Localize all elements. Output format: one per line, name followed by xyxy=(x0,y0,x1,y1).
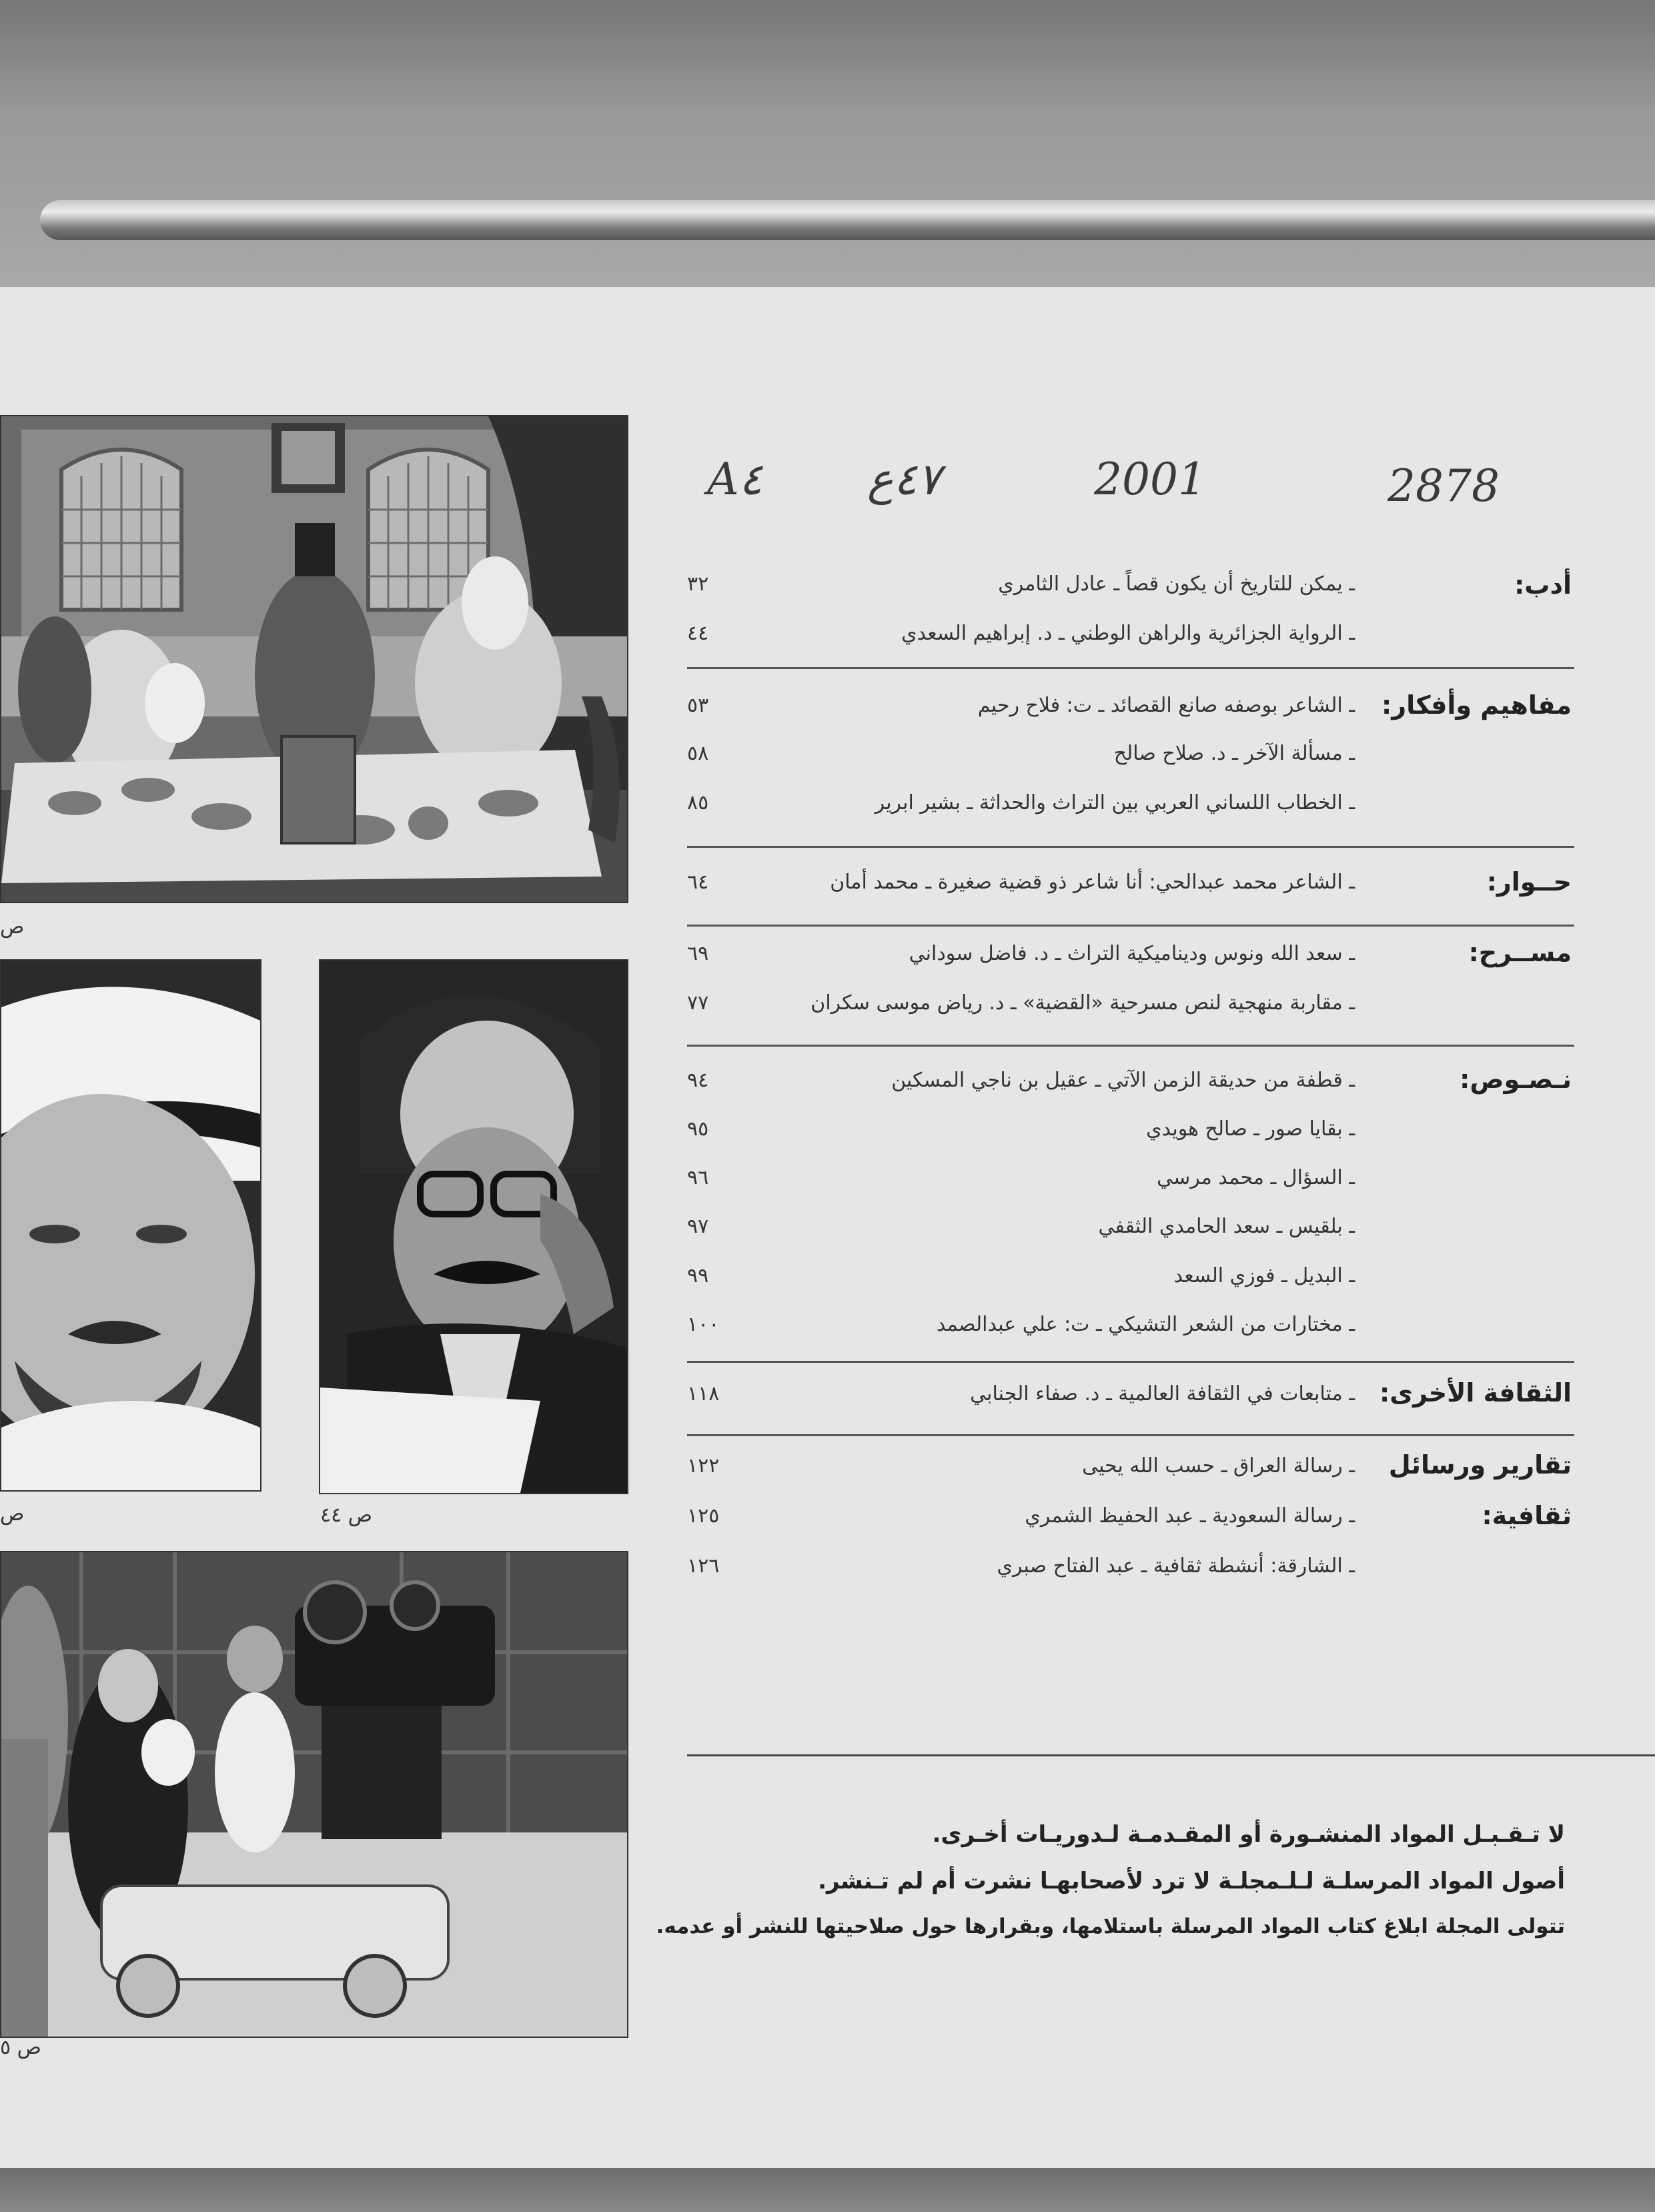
section-divider xyxy=(687,1361,1574,1363)
background-top xyxy=(0,0,1655,287)
toc-page: ٩٥ xyxy=(687,1117,709,1141)
painting-photo xyxy=(0,415,628,903)
category-adab: أدب: xyxy=(1514,570,1572,600)
section-divider xyxy=(687,1045,1574,1047)
handwritten-a: A٤ xyxy=(707,454,763,505)
toc-page: ٦٤ xyxy=(687,871,709,894)
section-divider xyxy=(687,846,1574,848)
toc-entry: ـ مقاربة منهجية لنص مسرحية «القضية» ـ د. رياض موسى سكران xyxy=(810,991,1355,1015)
toc-page: ١٠٠ xyxy=(687,1313,720,1336)
toc-entry: ـ الشاعر محمد عبدالحي: أنا شاعر ذو قضية صغيرة ـ محمد أمان xyxy=(830,871,1355,894)
notice-line-1: لا تـقـبـل المواد المنشـورة أو المقـدمـة لـدوريـات أخـرى. xyxy=(932,1821,1565,1848)
portrait-photo-left xyxy=(0,959,261,1492)
toc-page: ١٢٦ xyxy=(687,1554,720,1578)
section-divider xyxy=(687,667,1574,669)
toc-entry: ـ مسألة الآخر ـ د. صلاح صالح xyxy=(1113,742,1355,765)
toc-page: ٩٦ xyxy=(687,1166,709,1189)
caption-portrait-left: ص xyxy=(0,1502,25,1526)
toc-entry: ـ بقايا صور ـ صالح هويدي xyxy=(1146,1117,1355,1141)
notice-line-3: تتولى المجلة ابلاغ كتاب المواد المرسلة باستلامها، وبقرارها حول صلاحيتها للنشر أو عدمه. xyxy=(656,1914,1565,1939)
toc-page: ١١٨ xyxy=(687,1382,720,1406)
toc-entry: ـ الرواية الجزائرية والراهن الوطني ـ د. إبراهيم السعدي xyxy=(901,622,1355,645)
toc-page: ٣٢ xyxy=(687,572,709,596)
portrait-photo-right xyxy=(319,959,628,1494)
toc-page: ٥٣ xyxy=(687,694,709,717)
category-reports-line2: ثقافية: xyxy=(1482,1501,1572,1530)
film-set-photo xyxy=(0,1551,628,2038)
toc-entry: ـ يمكن للتاريخ أن يكون قصاً ـ عادل الثامري xyxy=(998,572,1355,596)
toc-entry: ـ رسالة العراق ـ حسب الله يحيى xyxy=(1082,1454,1355,1478)
toc-page: ٩٤ xyxy=(687,1069,709,1092)
toc-entry: ـ سعد الله ونوس وديناميكية التراث ـ د. فاضل سوداني xyxy=(909,942,1355,965)
category-interview: حــوار: xyxy=(1486,867,1572,897)
toc-entry: ـ الشاعر بوصفه صانع القصائد ـ ت: فلاح رحيم xyxy=(977,694,1355,717)
toc-entry: ـ البديل ـ فوزي السعد xyxy=(1173,1264,1355,1287)
toc-page: ٧٧ xyxy=(687,991,709,1015)
section-divider xyxy=(687,925,1574,927)
toc-entry: ـ بلقيس ـ سعد الحامدي الثقفي xyxy=(1098,1215,1355,1238)
toc-entry: ـ السؤال ـ محمد مرسي xyxy=(1157,1166,1355,1189)
category-reports: تقارير ورسائل xyxy=(1388,1450,1572,1480)
toc-page: ١٢٥ xyxy=(687,1504,720,1528)
toc-page: ٩٩ xyxy=(687,1264,709,1287)
caption-painting: ص xyxy=(0,915,25,939)
handwritten-note xyxy=(707,454,1508,527)
toc-page: ٩٧ xyxy=(687,1215,709,1238)
category-texts: نـصـوص: xyxy=(1460,1065,1572,1094)
handwritten-d: 2878 xyxy=(1388,460,1500,512)
category-concepts: مفاهيم وأفكار: xyxy=(1382,690,1572,720)
toc-entry: ـ الخطاب اللساني العربي بين التراث والحداثة ـ بشير ابرير xyxy=(875,791,1355,814)
caption-portrait-right: ص ٤٤ xyxy=(320,1504,373,1527)
toc-entry: ـ الشارقة: أنشطة ثقافية ـ عبد الفتاح صبري xyxy=(997,1554,1355,1578)
toc-entry: ـ قطفة من حديقة الزمن الآتي ـ عقيل بن ناجي المسكين xyxy=(891,1069,1355,1092)
category-other-culture: الثقافة الأخرى: xyxy=(1380,1378,1572,1408)
toc-page: ٨٥ xyxy=(687,791,709,814)
toc-page: ١٢٢ xyxy=(687,1454,720,1478)
caption-film-set: ص ٥ xyxy=(0,2036,41,2059)
background-bottom xyxy=(0,2168,1655,2212)
section-divider xyxy=(687,1434,1574,1436)
toc-page: ٦٩ xyxy=(687,942,709,965)
category-theatre: مســرح: xyxy=(1468,938,1572,967)
handwritten-b: ٤٧ع xyxy=(867,454,941,505)
handwritten-c: 2001 xyxy=(1094,454,1206,505)
toc-entry: ـ مختارات من الشعر التشيكي ـ ت: علي عبدالصمد xyxy=(936,1313,1355,1336)
toc-entry: ـ متابعات في الثقافة العالمية ـ د. صفاء الجنابي xyxy=(970,1382,1355,1406)
metal-rail xyxy=(40,200,1655,240)
notice-line-2: أصول المواد المرسلـة لـلـمجلـة لا ترد لأصحابهـا نشرت أم لم تـنشر. xyxy=(818,1868,1565,1894)
footer-divider xyxy=(687,1754,1655,1756)
toc-entry: ـ رسالة السعودية ـ عبد الحفيظ الشمري xyxy=(1025,1504,1355,1528)
toc-page: ٥٨ xyxy=(687,742,709,765)
toc-page: ٤٤ xyxy=(687,622,709,645)
